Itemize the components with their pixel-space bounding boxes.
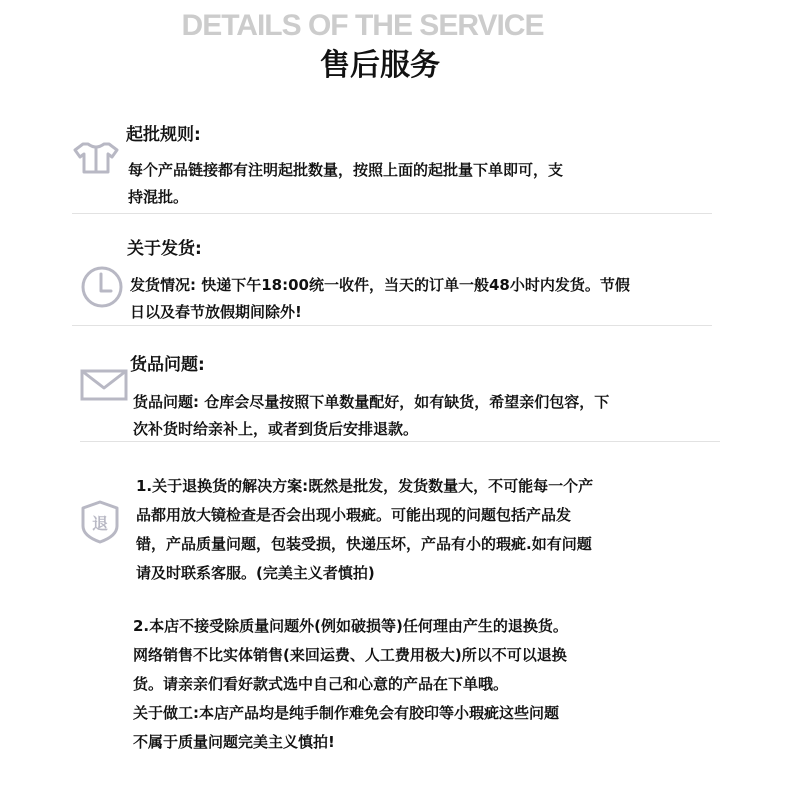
section-goods-text — [133, 389, 609, 443]
section-heading: 货品问题: — [130, 355, 205, 375]
section-line: 日以及春节放假期间除外! — [130, 303, 302, 321]
section-heading: 关于发货: — [127, 239, 202, 259]
returns-paragraph-2 — [133, 612, 568, 757]
section-goods-issues — [130, 352, 205, 378]
returns-line: 品都用放大镜检查是否会出现小瑕疵。可能出现的问题包括产品发 — [136, 506, 572, 524]
section-shipping — [127, 236, 202, 262]
return-badge-char: 退 — [91, 514, 109, 533]
section-wholesale-text — [128, 157, 563, 211]
section-line: 发货情况: 快递下午18:00统一收件，当天的订单一般48小时内发货。节假 — [130, 276, 630, 294]
section-shipping-text — [130, 272, 630, 326]
section-wholesale-rules — [126, 122, 201, 148]
returns-line: 货。请亲亲们看好款式选中自己和心意的产品在下单哦。 — [133, 675, 509, 693]
divider — [72, 213, 712, 214]
returns-line: 网络销售不比实体销售(来回运费、人工费用极大)所以不可以退换 — [133, 646, 567, 664]
returns-line: 2.本店不接受除质量问题外(例如破损等)任何理由产生的退换货。 — [133, 617, 568, 635]
returns-line: 1.关于退换货的解决方案:既然是批发，发货数量大，不可能每一个产 — [136, 477, 594, 495]
section-heading: 起批规则: — [126, 125, 201, 145]
returns-line: 不属于质量问题完美主义慎拍! — [133, 733, 335, 751]
returns-line: 请及时联系客服。(完美主义者慎拍) — [136, 564, 375, 582]
page-title: 售后服务 — [320, 48, 440, 83]
clock-icon — [80, 265, 124, 309]
section-line: 每个产品链接都有注明起批数量，按照上面的起批量下单即可，支 — [128, 161, 564, 179]
return-badge-icon — [80, 500, 120, 544]
envelope-icon — [80, 369, 128, 401]
tshirt-icon — [72, 140, 120, 176]
service-subtitle-en: DETAILS OF THE SERVICE — [181, 9, 544, 42]
divider — [80, 441, 720, 442]
returns-line: 关于做工:本店产品均是纯手制作难免会有胶印等小瑕疵这些问题 — [133, 704, 560, 722]
section-line: 持混批。 — [128, 188, 189, 206]
returns-paragraph-1 — [136, 472, 593, 588]
section-line: 次补货时给亲补上，或者到货后安排退款。 — [133, 420, 419, 438]
section-line: 货品问题: 仓库会尽量按照下单数量配好，如有缺货，希望亲们包容，下 — [133, 393, 610, 411]
returns-line: 错，产品质量问题，包装受损，快递压坏，产品有小的瑕疵.如有问题 — [136, 535, 592, 553]
divider — [72, 325, 712, 326]
